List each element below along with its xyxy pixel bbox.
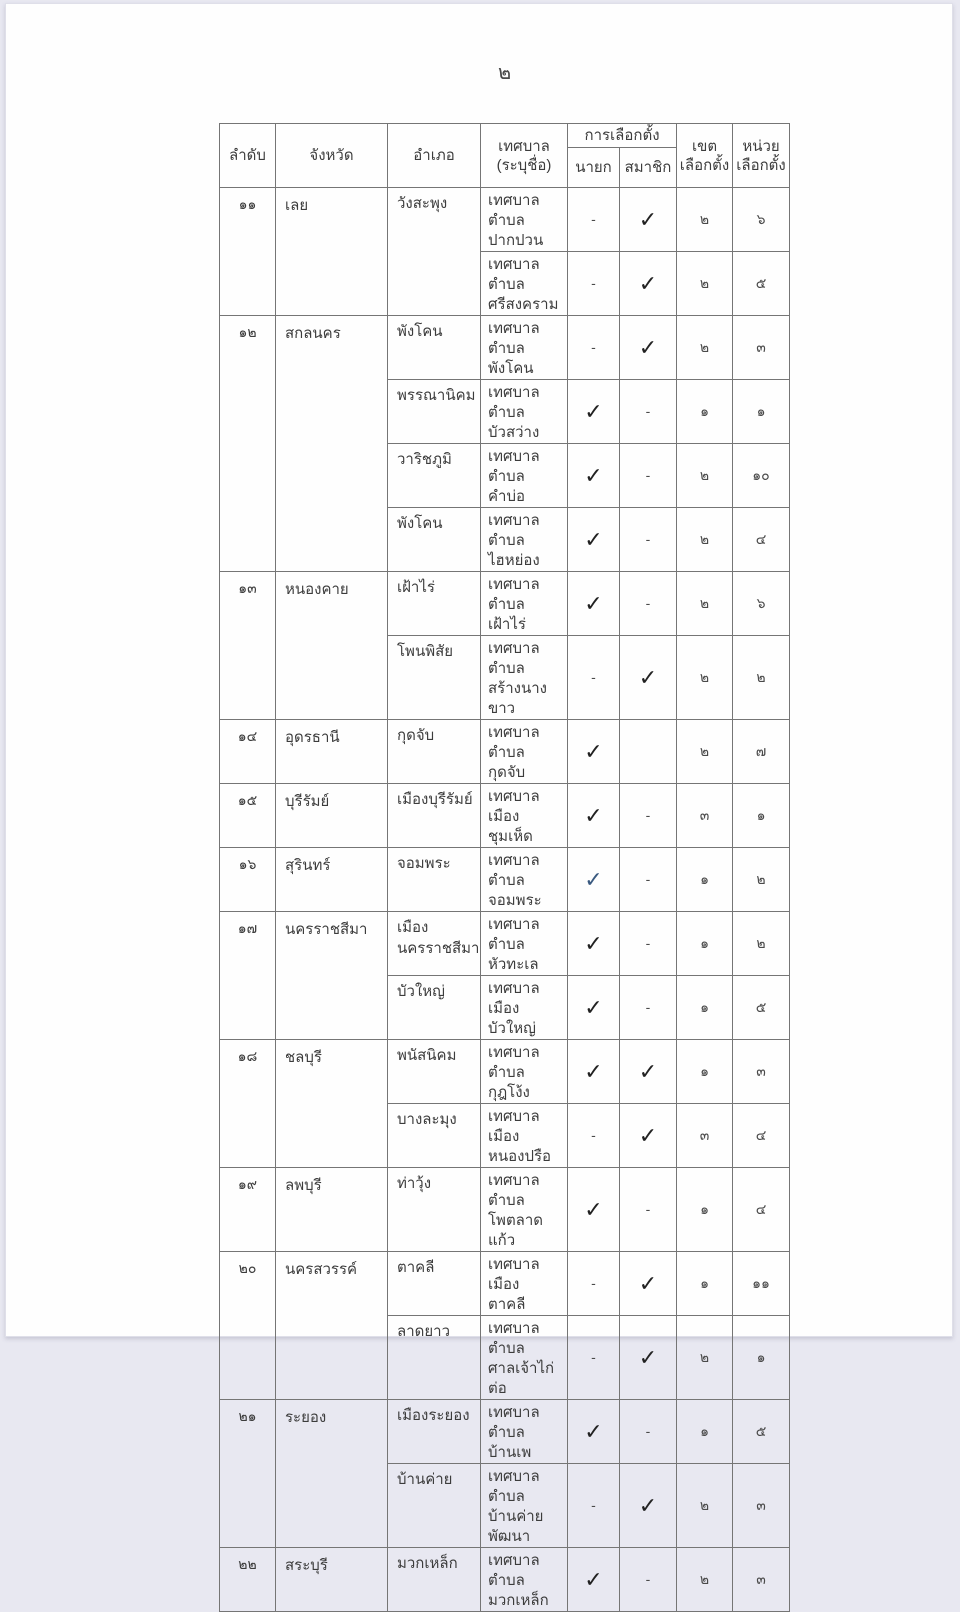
unit-count-cell: ๔: [733, 1168, 790, 1252]
mayor-mark-cell: [568, 912, 620, 976]
district-line: มวกเหล็ก: [397, 1555, 458, 1572]
dash-mark: -: [591, 1349, 596, 1365]
municipality-header-line: เทศบาล: [498, 137, 550, 155]
district-cell: [388, 188, 481, 316]
municipality-cell: [481, 784, 568, 848]
dash-mark: -: [591, 211, 596, 227]
municipality-line: เทศบาลตำบล: [488, 192, 540, 229]
district-cell: [388, 1104, 481, 1168]
district-line: บัวใหญ่: [397, 983, 445, 1000]
unit-count-cell: ๕: [733, 1400, 790, 1464]
member-mark-cell: [620, 1040, 677, 1104]
check-mark: ✓: [638, 1270, 658, 1296]
district-cell: [388, 912, 481, 976]
row-number-cell: ๒๒: [220, 1548, 276, 1612]
unit-count-cell: ๑๑: [733, 1252, 790, 1316]
unit-count-cell: ๑: [733, 380, 790, 444]
table-row: [220, 848, 790, 912]
municipality-line: เฝ้าไร่: [488, 616, 526, 633]
col-header-election: การเลือกตั้ง: [568, 124, 677, 148]
col-header-unit: [733, 124, 790, 188]
table-row: [220, 572, 790, 636]
municipality-cell: [481, 316, 568, 380]
province-cell: นครราชสีมา: [276, 912, 388, 1040]
check-mark: ✓: [638, 664, 658, 690]
municipality-line: สร้างนางขาว: [488, 680, 547, 717]
municipality-cell: [481, 912, 568, 976]
municipality-line: หัวทะเล: [488, 956, 539, 973]
mayor-mark-cell: [568, 444, 620, 508]
zone-count-cell: ๑: [677, 380, 733, 444]
unit-count-cell: ๓: [733, 1464, 790, 1548]
municipality-cell: [481, 1104, 568, 1168]
district-line: พรรณานิคม: [397, 387, 476, 404]
municipality-line: บ้านค่าย: [488, 1508, 544, 1525]
zone-count-cell: ๓: [677, 784, 733, 848]
province-cell: สระบุรี: [276, 1548, 388, 1612]
dash-mark: -: [591, 1127, 596, 1143]
municipality-cell: [481, 1464, 568, 1548]
district-cell: [388, 848, 481, 912]
dash-mark: -: [591, 1497, 596, 1513]
municipality-cell: [481, 1040, 568, 1104]
mayor-mark-cell: [568, 720, 620, 784]
table-row: [220, 1400, 790, 1464]
zone-count-cell: ๒: [677, 720, 733, 784]
municipality-cell: [481, 636, 568, 720]
check-mark: ✓: [584, 1058, 603, 1084]
zone-count-cell: ๒: [677, 444, 733, 508]
district-cell: [388, 1316, 481, 1400]
member-mark-cell: [620, 784, 677, 848]
check-mark: ✓: [584, 802, 603, 828]
municipality-cell: [481, 508, 568, 572]
municipality-line: ชุมเห็ด: [488, 828, 533, 845]
district-line: เฝ้าไร่: [397, 579, 435, 596]
table-row: [220, 912, 790, 976]
row-number-cell: ๑๖: [220, 848, 276, 912]
province-cell: สกลนคร: [276, 316, 388, 572]
district-line: จอมพระ: [397, 855, 451, 872]
table-row: [220, 1548, 790, 1612]
province-cell: เลย: [276, 188, 388, 316]
zone-count-cell: ๑: [677, 912, 733, 976]
municipality-cell: [481, 188, 568, 252]
unit-count-cell: ๖: [733, 572, 790, 636]
table-row: [220, 720, 790, 784]
municipality-line: เทศบาลเมือง: [488, 1256, 540, 1293]
zone-count-cell: ๑: [677, 1400, 733, 1464]
municipality-cell: [481, 1168, 568, 1252]
mayor-mark-cell: [568, 508, 620, 572]
member-mark-cell: [620, 316, 677, 380]
dash-mark: -: [645, 595, 651, 611]
mayor-mark-cell: [568, 1316, 620, 1400]
district-line: กุดจับ: [397, 727, 435, 744]
municipality-line: เทศบาลตำบล: [488, 1468, 540, 1505]
municipality-cell: [481, 380, 568, 444]
province-cell: นครสวรรค์: [276, 1252, 388, 1400]
mayor-mark-cell: [568, 636, 620, 720]
municipality-line: เทศบาลตำบล: [488, 1044, 540, 1081]
province-cell: หนองคาย: [276, 572, 388, 720]
municipality-line: ศรีสงคราม: [488, 296, 559, 313]
unit-count-cell: ๓: [733, 316, 790, 380]
municipality-line: บ้านเพ: [488, 1444, 532, 1461]
mayor-mark-cell: [568, 976, 620, 1040]
mayor-mark-cell: [568, 380, 620, 444]
municipality-cell: [481, 848, 568, 912]
dash-mark: -: [645, 1201, 651, 1217]
member-mark-cell: [620, 380, 677, 444]
member-mark-cell: [620, 508, 677, 572]
zone-count-cell: ๑: [677, 1168, 733, 1252]
unit-count-cell: ๓: [733, 1040, 790, 1104]
dash-mark: -: [591, 275, 596, 291]
member-mark-cell: [620, 976, 677, 1040]
zone-count-cell: ๒: [677, 252, 733, 316]
district-line: บ้านค่าย: [397, 1471, 453, 1488]
dash-mark: -: [591, 1275, 596, 1291]
municipality-line: พัฒนา: [488, 1528, 531, 1545]
check-mark: ✓: [638, 1058, 658, 1084]
unit-count-cell: ๑๐: [733, 444, 790, 508]
unit-count-cell: ๔: [733, 508, 790, 572]
unit-header-line: หน่วย: [742, 137, 780, 155]
municipality-cell: [481, 976, 568, 1040]
member-mark-cell: [620, 848, 677, 912]
municipality-line: เทศบาลตำบล: [488, 384, 540, 421]
check-mark: ✓: [584, 738, 603, 764]
district-cell: [388, 1252, 481, 1316]
zone-header-line: เขต: [691, 137, 718, 155]
dash-mark: -: [645, 403, 651, 419]
municipality-line: เทศบาลตำบล: [488, 1320, 540, 1357]
dash-mark: -: [645, 807, 651, 823]
check-mark: ✓: [584, 590, 603, 616]
district-line: วังสะพุง: [397, 195, 448, 212]
unit-count-cell: ๑: [733, 1316, 790, 1400]
municipality-line: เทศบาลตำบล: [488, 724, 540, 761]
table-row: [220, 188, 790, 252]
zone-count-cell: ๒: [677, 508, 733, 572]
row-number-cell: ๑๑: [220, 188, 276, 316]
district-cell: [388, 720, 481, 784]
municipality-line: กุฎโง้ง: [488, 1084, 530, 1101]
municipality-line: เทศบาลตำบล: [488, 512, 540, 549]
member-mark-cell: [620, 188, 677, 252]
mayor-mark-cell: [568, 1040, 620, 1104]
district-line: วาริชภูมิ: [397, 451, 452, 468]
table-row: [220, 1168, 790, 1252]
municipality-line: ปากปวน: [488, 232, 544, 249]
zone-count-cell: ๒: [677, 1316, 733, 1400]
district-cell: [388, 1548, 481, 1612]
municipality-cell: [481, 1252, 568, 1316]
municipality-line: พังโคน: [488, 360, 534, 377]
table-container: [219, 123, 791, 1612]
member-mark-cell: [620, 444, 677, 508]
check-mark: ✓: [584, 1566, 603, 1592]
unit-count-cell: ๒: [733, 912, 790, 976]
dash-mark: -: [591, 339, 596, 355]
mayor-mark-cell: [568, 1104, 620, 1168]
municipality-line: เทศบาลตำบล: [488, 852, 540, 889]
district-cell: [388, 444, 481, 508]
municipality-line: มวกเหล็ก: [488, 1592, 549, 1609]
document-page: [5, 3, 953, 1609]
check-mark: ✓: [584, 398, 603, 424]
municipality-line: เทศบาลเมือง: [488, 1108, 540, 1145]
municipality-line: เทศบาลตำบล: [488, 1172, 540, 1209]
check-mark: ✓: [638, 334, 658, 360]
col-header-municipality: [481, 124, 568, 188]
district-cell: [388, 380, 481, 444]
municipality-cell: [481, 444, 568, 508]
municipality-line: เทศบาลตำบล: [488, 320, 540, 357]
district-line: ตาคลี: [397, 1259, 435, 1276]
member-mark-cell: [620, 1464, 677, 1548]
row-number-cell: ๒๐: [220, 1252, 276, 1400]
table-row: [220, 1252, 790, 1316]
municipality-line: เทศบาลตำบล: [488, 916, 540, 953]
dash-mark: -: [645, 999, 651, 1015]
col-header-district: อำเภอ: [388, 124, 481, 188]
dash-mark: -: [591, 669, 596, 685]
member-mark-cell: [620, 1316, 677, 1400]
table-row: [220, 316, 790, 380]
check-mark: ✓: [638, 1122, 658, 1148]
unit-count-cell: ๖: [733, 188, 790, 252]
municipality-line: หนองปรือ: [488, 1148, 552, 1165]
province-cell: ชลบุรี: [276, 1040, 388, 1168]
district-line: ลาดยาว: [397, 1323, 450, 1340]
mayor-mark-cell: [568, 316, 620, 380]
municipality-cell: [481, 252, 568, 316]
mayor-mark-cell: [568, 848, 620, 912]
district-cell: [388, 1400, 481, 1464]
district-line: โพนพิสัย: [397, 643, 454, 660]
member-mark-cell: [620, 572, 677, 636]
municipality-line: เทศบาลตำบล: [488, 576, 540, 613]
municipality-line: เทศบาลตำบล: [488, 1404, 540, 1441]
district-cell: [388, 976, 481, 1040]
unit-count-cell: ๓: [733, 1548, 790, 1612]
mayor-mark-cell: [568, 1400, 620, 1464]
zone-count-cell: ๑: [677, 1252, 733, 1316]
municipality-line: ตาคลี: [488, 1296, 526, 1313]
district-line: นครราชสีมา: [397, 940, 480, 957]
mayor-mark-cell: [568, 572, 620, 636]
check-mark: ✓: [638, 206, 658, 232]
municipality-line: เทศบาลเมือง: [488, 788, 540, 825]
municipality-line: บัวใหญ่: [488, 1020, 536, 1037]
district-line: พนัสนิคม: [397, 1047, 457, 1064]
district-line: บางละมุง: [397, 1111, 457, 1128]
col-header-province: จังหวัด: [276, 124, 388, 188]
check-mark: ✓: [584, 526, 603, 552]
row-number-cell: ๑๔: [220, 720, 276, 784]
row-number-cell: ๑๒: [220, 316, 276, 572]
unit-count-cell: ๑: [733, 784, 790, 848]
province-cell: ลพบุรี: [276, 1168, 388, 1252]
municipality-line: โพตลาดแก้ว: [488, 1212, 544, 1249]
check-mark: ✓: [584, 1418, 603, 1444]
municipality-cell: [481, 1316, 568, 1400]
mayor-mark-cell: [568, 1464, 620, 1548]
check-mark: ✓: [584, 930, 603, 956]
row-number-cell: ๑๗: [220, 912, 276, 1040]
member-mark-cell: [620, 912, 677, 976]
unit-count-cell: ๗: [733, 720, 790, 784]
district-line: เมือง: [397, 919, 429, 936]
member-mark-cell: [620, 636, 677, 720]
municipality-line: เทศบาลตำบล: [488, 640, 540, 677]
district-cell: [388, 1040, 481, 1104]
table-header: [220, 124, 790, 188]
municipality-cell: [481, 572, 568, 636]
zone-count-cell: ๑: [677, 976, 733, 1040]
unit-count-cell: ๕: [733, 252, 790, 316]
unit-count-cell: ๕: [733, 976, 790, 1040]
municipality-line: เทศบาลตำบล: [488, 448, 540, 485]
district-cell: [388, 508, 481, 572]
member-mark-cell: [620, 1252, 677, 1316]
check-mark: ✓: [584, 994, 603, 1020]
dash-mark: -: [645, 1423, 651, 1439]
municipality-line: เทศบาลตำบล: [488, 1552, 540, 1589]
zone-count-cell: ๑: [677, 848, 733, 912]
municipality-line: บัวสว่าง: [488, 424, 540, 441]
member-mark-cell: [620, 1104, 677, 1168]
district-cell: [388, 1168, 481, 1252]
dash-mark: -: [645, 935, 651, 951]
zone-count-cell: ๒: [677, 316, 733, 380]
col-header-no: ลำดับ: [220, 124, 276, 188]
table-body: [220, 188, 790, 1612]
col-header-member: สมาชิก: [620, 148, 677, 188]
district-line: พังโคน: [397, 323, 443, 340]
province-cell: บุรีรัมย์: [276, 784, 388, 848]
zone-count-cell: ๒: [677, 1464, 733, 1548]
municipality-line: เทศบาลตำบล: [488, 256, 540, 293]
table-row: [220, 1040, 790, 1104]
member-mark-cell: [620, 720, 677, 784]
unit-header-line: เลือกตั้ง: [736, 156, 786, 174]
row-number-cell: ๑๕: [220, 784, 276, 848]
member-mark-cell: [620, 1400, 677, 1464]
zone-count-cell: ๑: [677, 1040, 733, 1104]
municipality-line: จอมพระ: [488, 892, 542, 909]
row-number-cell: ๒๑: [220, 1400, 276, 1548]
dash-mark: -: [645, 467, 651, 483]
municipality-cell: [481, 1548, 568, 1612]
member-mark-cell: [620, 1168, 677, 1252]
check-mark: ✓: [584, 866, 603, 892]
row-number-cell: ๑๓: [220, 572, 276, 720]
mayor-mark-cell: [568, 188, 620, 252]
district-cell: [388, 784, 481, 848]
province-cell: สุรินทร์: [276, 848, 388, 912]
municipality-line: ไฮหย่อง: [488, 552, 540, 569]
mayor-mark-cell: [568, 1168, 620, 1252]
province-cell: อุดรธานี: [276, 720, 388, 784]
row-number-cell: ๑๙: [220, 1168, 276, 1252]
col-header-zone: [677, 124, 733, 188]
district-cell: [388, 1464, 481, 1548]
zone-header-line: เลือกตั้ง: [679, 156, 730, 174]
zone-count-cell: ๒: [677, 572, 733, 636]
mayor-mark-cell: [568, 784, 620, 848]
page-number: ๒: [498, 62, 512, 84]
district-line: พังโคน: [397, 515, 443, 532]
dash-mark: -: [645, 871, 651, 887]
check-mark: ✓: [584, 462, 603, 488]
municipality-line: คำบ่อ: [488, 488, 525, 505]
check-mark: ✓: [638, 1344, 658, 1370]
unit-count-cell: ๒: [733, 848, 790, 912]
district-line: ท่าวุ้ง: [397, 1175, 432, 1192]
dash-mark: -: [645, 531, 651, 547]
mayor-mark-cell: [568, 1252, 620, 1316]
election-table: [219, 123, 790, 1612]
mayor-mark-cell: [568, 252, 620, 316]
district-cell: [388, 572, 481, 636]
municipality-line: ศาลเจ้าไก่ต่อ: [488, 1360, 555, 1397]
zone-count-cell: ๒: [677, 188, 733, 252]
municipality-line: เทศบาลเมือง: [488, 980, 540, 1017]
zone-count-cell: ๓: [677, 1104, 733, 1168]
header-row-top: [220, 124, 790, 148]
check-mark: ✓: [584, 1196, 603, 1222]
municipality-cell: [481, 1400, 568, 1464]
col-header-mayor: นายก: [568, 148, 620, 188]
check-mark: ✓: [638, 270, 658, 296]
unit-count-cell: ๔: [733, 1104, 790, 1168]
municipality-cell: [481, 720, 568, 784]
dash-mark: -: [645, 1571, 651, 1587]
municipality-header-line: (ระบุชื่อ): [496, 156, 552, 174]
district-cell: [388, 316, 481, 380]
member-mark-cell: [620, 1548, 677, 1612]
member-mark-cell: [620, 252, 677, 316]
unit-count-cell: ๒: [733, 636, 790, 720]
mayor-mark-cell: [568, 1548, 620, 1612]
table-row: [220, 784, 790, 848]
zone-count-cell: ๒: [677, 1548, 733, 1612]
district-line: เมืองบุรีรัมย์: [397, 791, 473, 808]
row-number-cell: ๑๘: [220, 1040, 276, 1168]
province-cell: ระยอง: [276, 1400, 388, 1548]
municipality-line: กุดจับ: [488, 764, 526, 781]
district-cell: [388, 636, 481, 720]
check-mark: ✓: [638, 1492, 658, 1518]
district-line: เมืองระยอง: [397, 1407, 470, 1424]
zone-count-cell: ๒: [677, 636, 733, 720]
